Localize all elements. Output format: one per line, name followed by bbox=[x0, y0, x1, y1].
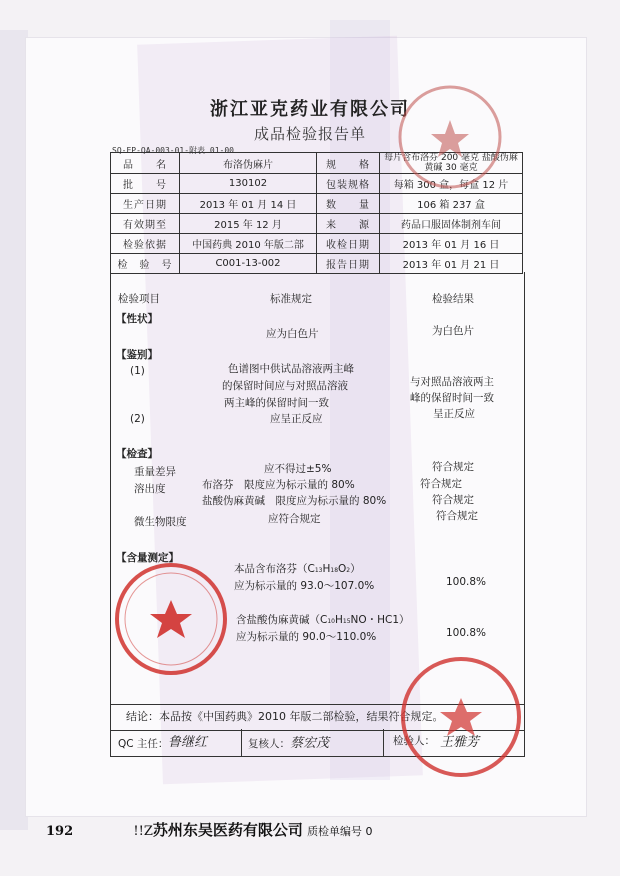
company-seal-left bbox=[112, 560, 230, 678]
basis-value: 中国药典 2010 年版二部 bbox=[180, 234, 317, 254]
company-seal-top-right bbox=[395, 82, 505, 192]
quantity-value: 106 箱 237 盒 bbox=[380, 194, 523, 214]
identification-standard-2: 应呈正反应 bbox=[270, 413, 323, 425]
section-identification: 【鉴别】 bbox=[116, 349, 158, 361]
reviewer-signature: 蔡宏茂 bbox=[290, 736, 330, 751]
spec-value: 每片含布洛芬 200 毫克 盐酸伪麻黄碱 30 毫克 bbox=[380, 153, 523, 174]
page-footer bbox=[46, 819, 373, 840]
identification-result-2: 呈正反应 bbox=[433, 408, 475, 420]
column-header-item: 检验项目 bbox=[118, 293, 160, 305]
package-spec-value: 每箱 300 盒，每盒 12 片 bbox=[380, 174, 523, 194]
column-header-result: 检验结果 bbox=[432, 293, 474, 305]
label-cell: 数 量 bbox=[317, 194, 380, 214]
label-cell: 有效期至 bbox=[111, 214, 180, 234]
label-cell: 规 格 bbox=[317, 153, 380, 174]
inspector-signature: 王雅芳 bbox=[440, 735, 480, 750]
weight-variation-standard: 应不得过±5% bbox=[264, 463, 332, 475]
product-name-value: 布洛伪麻片 bbox=[180, 153, 317, 174]
identification-standard-1: 的保留时间应与对照品溶液 bbox=[222, 380, 348, 392]
weight-variation-result: 符合规定 bbox=[432, 461, 474, 473]
assay-pseudoephedrine-result: 100.8% bbox=[446, 627, 487, 639]
identification-standard-1: 色谱图中供试品溶液两主峰 bbox=[228, 363, 354, 375]
page-number: 192 bbox=[46, 824, 74, 839]
traits-standard: 应为白色片 bbox=[266, 328, 319, 340]
table-row bbox=[111, 194, 523, 214]
dissolution-item: 溶出度 bbox=[134, 483, 166, 495]
dissolution-result-2: 符合规定 bbox=[432, 494, 474, 506]
inspection-number-value: C001-13-002 bbox=[180, 254, 317, 274]
table-row bbox=[111, 234, 523, 254]
weight-variation-item: 重量差异 bbox=[134, 466, 176, 478]
dissolution-standard-1: 布洛芬 限度应为标示量的 80% bbox=[202, 479, 355, 491]
qc-director-label: QC 主任： bbox=[118, 738, 169, 750]
identification-result-1: 与对照品溶液两主 bbox=[410, 376, 494, 388]
section-assay: 【含量测定】 bbox=[116, 552, 179, 564]
dissolution-result-1: 符合规定 bbox=[420, 478, 462, 490]
label-cell: 品 名 bbox=[111, 153, 180, 174]
table-row bbox=[111, 214, 523, 234]
scan-edge bbox=[0, 30, 28, 830]
identification-standard-1: 两主峰的保留时间一致 bbox=[224, 397, 329, 409]
assay-pseudoephedrine-formula: 含盐酸伪麻黄碱（C10H15NO・HC1） bbox=[236, 614, 410, 626]
microbial-limit-result: 符合规定 bbox=[436, 510, 478, 522]
form-code: SQ-EP-QA-003-01-附表 01-00 bbox=[112, 146, 234, 155]
label-cell: 收检日期 bbox=[317, 234, 380, 254]
label-cell: 生产日期 bbox=[111, 194, 180, 214]
label-cell: 批 号 bbox=[111, 174, 180, 194]
label-cell: 报告日期 bbox=[317, 254, 380, 274]
reviewer-label: 复核人： bbox=[248, 738, 290, 750]
expiry-value: 2015 年 12 月 bbox=[180, 214, 317, 234]
label-cell: 来 源 bbox=[317, 214, 380, 234]
report-title: 成品检验报告单 bbox=[253, 125, 366, 143]
identification-result-1: 峰的保留时间一致 bbox=[410, 392, 494, 404]
traits-result: 为白色片 bbox=[432, 325, 474, 337]
batch-number-value: 130102 bbox=[180, 174, 317, 194]
identification-number-1: (1) bbox=[130, 365, 145, 377]
section-inspection: 【检查】 bbox=[116, 448, 158, 460]
identification-number-2: (2) bbox=[130, 413, 145, 425]
source-value: 药品口服固体制剂车间 bbox=[380, 214, 523, 234]
company-title: 浙江亚克药业有限公司 bbox=[210, 99, 410, 120]
qc-director-signature: 鲁继红 bbox=[168, 735, 208, 750]
section-traits: 【性状】 bbox=[116, 313, 158, 325]
microbial-limit-standard: 应符合规定 bbox=[268, 513, 321, 525]
conclusion-text: 结论：本品按《中国药典》2010 年版二部检验，结果符合规定。 bbox=[126, 710, 444, 723]
label-cell: 检 验 号 bbox=[111, 254, 180, 274]
footer-qc-number-label: 质检单编号 0 bbox=[307, 825, 373, 838]
microbial-limit-item: 微生物限度 bbox=[134, 516, 187, 528]
column-header-standard: 标准规定 bbox=[270, 293, 312, 305]
table-row bbox=[111, 254, 523, 274]
assay-pseudoephedrine-standard: 应为标示量的 90.0～110.0% bbox=[236, 631, 377, 643]
company-seal-bottom-right bbox=[398, 654, 524, 780]
label-cell: 包装规格 bbox=[317, 174, 380, 194]
receive-date-value: 2013 年 01 月 16 日 bbox=[380, 234, 523, 254]
production-date-value: 2013 年 01 月 14 日 bbox=[180, 194, 317, 214]
inspector-label: 检验人： bbox=[393, 735, 435, 747]
assay-ibuprofen-standard: 应为标示量的 93.0～107.0% bbox=[234, 580, 375, 592]
dissolution-standard-2: 盐酸伪麻黄碱 限度应为标示量的 80% bbox=[202, 495, 387, 507]
label-cell: 检验依据 bbox=[111, 234, 180, 254]
report-date-value: 2013 年 01 月 21 日 bbox=[380, 254, 523, 274]
assay-ibuprofen-formula: 本品含布洛芬（C13H18O2） bbox=[234, 563, 361, 575]
footer-prefix: !!Z bbox=[133, 824, 153, 839]
assay-ibuprofen-result: 100.8% bbox=[446, 576, 487, 588]
footer-company: 苏州东吴医药有限公司 bbox=[152, 821, 303, 839]
